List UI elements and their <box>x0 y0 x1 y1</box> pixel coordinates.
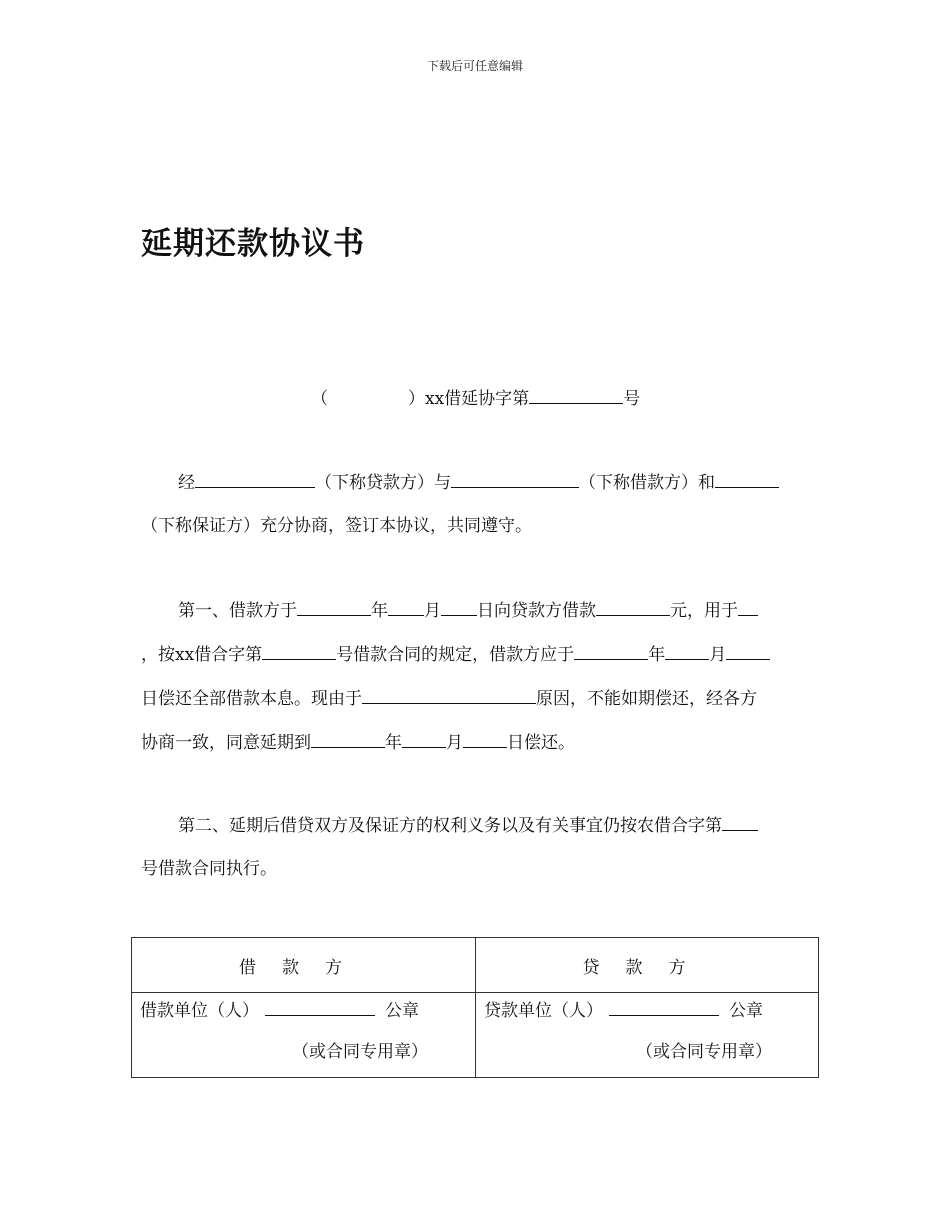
page-header-note: 下载后可任意编辑 <box>426 59 523 73</box>
article1-line-2 <box>141 642 770 667</box>
blank <box>463 730 507 748</box>
lender-unit-blank <box>609 998 719 1016</box>
lender-seal-label: 公章 <box>729 1001 763 1021</box>
article1-text: 年 <box>648 645 666 665</box>
borrower-signature-cell <box>132 993 476 1078</box>
article1-text: 协商一致，同意延期到 <box>141 733 311 753</box>
intro-text: （下称借款方）和 <box>579 473 715 493</box>
borrower-unit-blank <box>265 998 375 1016</box>
blank <box>738 598 758 616</box>
article2-text: 第二、延期后借贷双方及保证方的权利义务以及有关事宜仍按农借合字第 <box>178 816 722 836</box>
article2-line-1 <box>178 813 758 838</box>
borrower-blank <box>451 470 579 488</box>
blank <box>574 642 648 660</box>
signature-table <box>131 937 819 1078</box>
blank <box>596 598 670 616</box>
article1-text: ，按xx借合字第 <box>141 645 263 665</box>
blank <box>311 730 385 748</box>
article1-text: 日向贷款方借款 <box>477 601 596 621</box>
lender-unit-label: 贷款单位（人） <box>484 1001 603 1021</box>
intro-line-1 <box>178 470 779 495</box>
intro-line-2: （下称保证方）充分协商，签订本协议，共同遵守。 <box>141 516 532 536</box>
doc-number-blank <box>529 386 623 404</box>
article1-text: 月 <box>446 733 463 753</box>
doc-number-open-paren: （ <box>311 389 328 409</box>
blank <box>362 686 536 704</box>
article1-text: 元，用于 <box>670 601 738 621</box>
article1-text: 月 <box>424 601 441 621</box>
article1-line-1 <box>178 598 758 623</box>
article1-text: 年 <box>371 601 388 621</box>
borrower-unit-label: 借款单位（人） <box>140 1001 259 1021</box>
lender-contract-seal-label: （或合同专用章） <box>636 1042 772 1062</box>
intro-text: 经 <box>178 473 195 493</box>
blank <box>665 642 709 660</box>
doc-number-suffix: 号 <box>623 389 641 409</box>
lender-signature-cell <box>476 993 819 1078</box>
article1-text: 原因，不能如期偿还，经各方 <box>536 689 757 709</box>
article1-text: 日偿还全部借款本息。现由于 <box>141 689 362 709</box>
blank <box>388 598 424 616</box>
guarantor-blank <box>715 470 779 488</box>
blank <box>402 730 446 748</box>
document-title: 延期还款协议书 <box>141 226 365 262</box>
article1-text: 年 <box>385 733 402 753</box>
doc-number-prefix: ）xx借延协字第 <box>408 389 530 409</box>
article1-text: 号借款合同的规定，借款方应于 <box>336 645 575 665</box>
intro-text: （下称贷款方）与 <box>315 473 451 493</box>
article1-line-4 <box>141 730 575 755</box>
blank <box>262 642 336 660</box>
blank <box>297 598 371 616</box>
article2-line-2: 号借款合同执行。 <box>141 859 277 879</box>
borrower-header: 借款方 <box>132 938 476 993</box>
doc-number-line <box>311 386 640 411</box>
borrower-contract-seal-label: （或合同专用章） <box>292 1042 428 1062</box>
blank <box>722 813 758 831</box>
lender-blank <box>195 470 315 488</box>
blank <box>726 642 770 660</box>
article1-text: 第一、借款方于 <box>178 601 297 621</box>
blank <box>441 598 477 616</box>
borrower-seal-label: 公章 <box>385 1001 419 1021</box>
article1-line-3 <box>141 686 757 711</box>
article1-text: 日偿还。 <box>507 733 575 753</box>
lender-header: 贷款方 <box>476 938 819 993</box>
article1-text: 月 <box>709 645 727 665</box>
